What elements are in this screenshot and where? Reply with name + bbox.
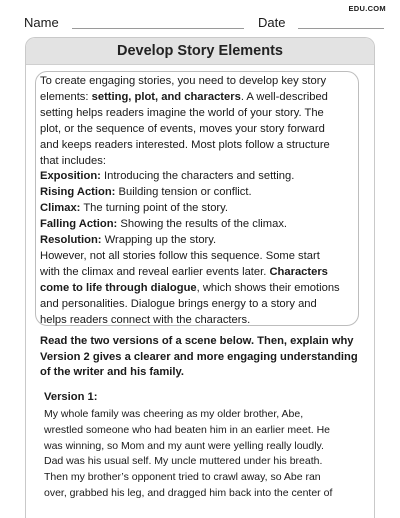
version-1-passage xyxy=(44,390,364,502)
worksheet-card xyxy=(25,37,375,518)
plot-element-exposition: Exposition: Introducing the characters and setting. xyxy=(40,170,295,183)
passage-line: was winning, so Mom and my aunt were yelling really loudly. xyxy=(44,439,324,452)
plot-element-climax: Climax: The turning point of the story. xyxy=(40,202,229,215)
name-field-line[interactable] xyxy=(72,28,244,29)
brand-logo: EDU.COM xyxy=(348,4,386,13)
date-field-line[interactable] xyxy=(298,28,384,29)
worksheet-title: Develop Story Elements xyxy=(117,43,283,59)
passage-line: over, grabbed his leg, and dragged him back into the center of xyxy=(44,486,333,499)
plot-element-resolution: Resolution: Wrapping up the story. xyxy=(40,234,217,247)
intro-line: plot, or the sequence of events, moves your story forward xyxy=(40,122,325,135)
version-1-heading: Version 1: xyxy=(44,391,98,403)
prompt-line: Version 2 gives a clearer and more engaging understanding xyxy=(40,350,358,363)
prompt-line: of the writer and his family. xyxy=(40,366,185,379)
intro-line: and personalities. Dialogue brings energy to a story and xyxy=(40,297,317,310)
intro-line: elements: setting, plot, and characters. A well-described xyxy=(40,90,328,103)
intro-line: However, not all stories follow this sequence. Some start xyxy=(40,249,320,262)
plot-element-falling-action: Falling Action: Showing the results of the climax. xyxy=(40,218,288,231)
intro-line: and keeps readers interested. Most plots follow a structure xyxy=(40,138,330,151)
prompt-line: Read the two versions of a scene below. Then, explain why xyxy=(40,335,354,347)
passage-line: Dad was his usual self. My uncle muttered under his breath. xyxy=(44,455,323,468)
intro-line: helps readers connect with the characters. xyxy=(40,313,251,326)
plot-element-rising-action: Rising Action: Building tension or conflict. xyxy=(40,186,252,199)
intro-line: setting helps readers imagine the world of your story. The xyxy=(40,106,324,119)
name-date-row xyxy=(24,14,384,32)
intro-line: that includes: xyxy=(40,154,106,167)
intro-line: To create engaging stories, you need to develop key story xyxy=(40,75,327,87)
name-label: Name xyxy=(24,15,59,30)
passage-line: wrestled someone who had beaten him in an earlier meet. He xyxy=(44,423,330,436)
intro-line: come to life through dialogue, which shows their emotions xyxy=(40,281,340,294)
passage-line: Then my brother’s opponent tried to crawl away, so Abe ran xyxy=(44,471,321,484)
task-prompt xyxy=(40,334,370,381)
intro-box xyxy=(35,71,359,326)
key-elements: setting, plot, and characters xyxy=(91,90,241,103)
passage-line: My whole family was cheering as my older brother, Abe, xyxy=(44,408,304,420)
date-label: Date xyxy=(258,15,286,30)
intro-line: with the climax and reveal earlier events later. Characters xyxy=(40,265,328,278)
version-1-text xyxy=(44,407,364,502)
title-bar xyxy=(26,38,374,65)
